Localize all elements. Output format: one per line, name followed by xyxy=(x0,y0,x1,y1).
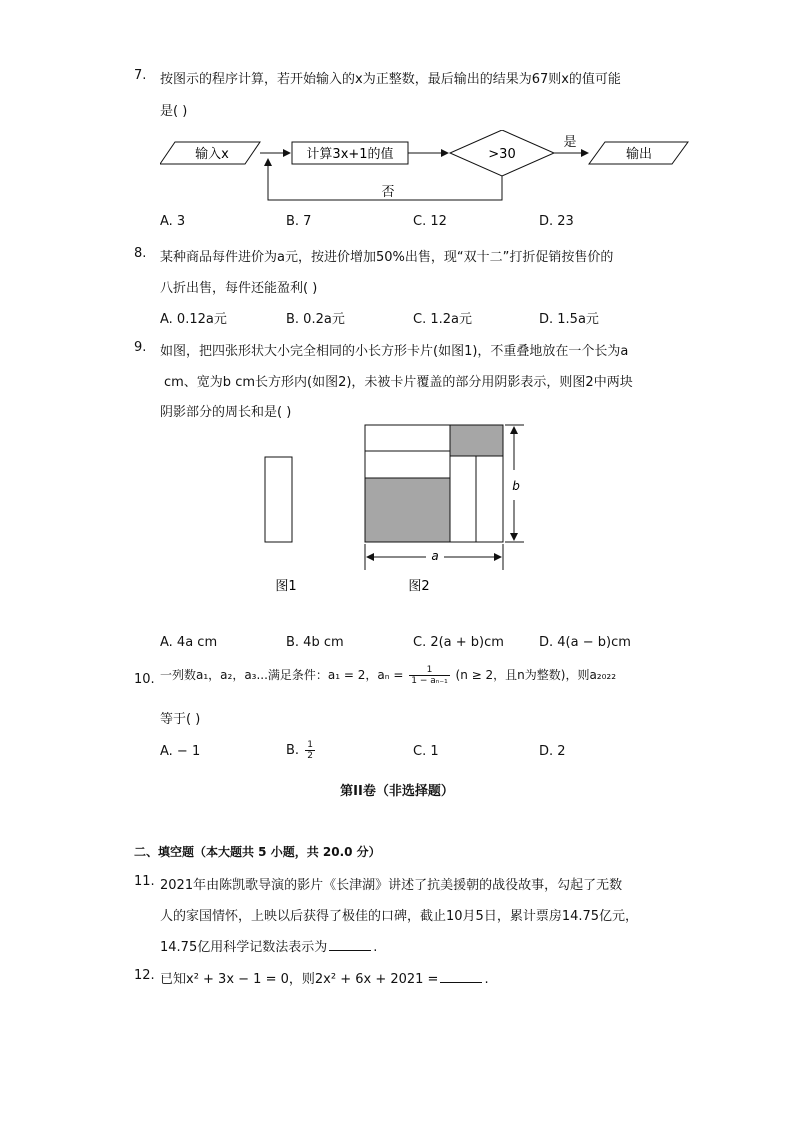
option-c: C. 2(a + b)cm xyxy=(413,635,504,650)
compute-label: 计算3x+1的值 xyxy=(306,147,394,162)
part-title: 第II卷（非选择题） xyxy=(340,784,454,799)
condition-label: >30 xyxy=(488,147,516,162)
figure1-caption: 图1 xyxy=(275,579,297,594)
question-text: 等于( ) xyxy=(160,712,201,727)
fraction xyxy=(409,665,449,686)
question-number: 11. xyxy=(134,874,155,889)
fraction xyxy=(305,740,315,761)
card-horizontal xyxy=(365,425,450,451)
flowchart-diagram xyxy=(160,130,690,206)
question-text: 某种商品每件进价为a元，按进价增加50%出售，现“双十二”打折促销按售价的 xyxy=(160,250,614,265)
question-text-end: . xyxy=(373,940,378,955)
shaded-region xyxy=(450,425,503,456)
question-text-pre: 14.75亿用科学记数法表示为 xyxy=(160,940,328,955)
question-number: 8. xyxy=(134,246,147,261)
option-b xyxy=(286,740,317,761)
output-label: 输出 xyxy=(625,147,653,162)
question-number: 12. xyxy=(134,968,155,983)
card-horizontal xyxy=(365,451,450,478)
option-b: B. 4b cm xyxy=(286,635,344,650)
answer-blank[interactable] xyxy=(440,981,482,983)
question-text: 2021年由陈凯歌导演的影片《长津湖》讲述了抗美援朝的战役故事，勾起了无数 xyxy=(160,878,623,893)
answer-blank[interactable] xyxy=(329,949,371,951)
question-text xyxy=(160,936,377,955)
question-text-end: . xyxy=(484,972,489,987)
fraction-denominator: 1 − aₙ₋₁ xyxy=(411,676,448,686)
option-d: D. 1.5a元 xyxy=(539,312,599,327)
question-text xyxy=(160,968,489,987)
question-text: 如图，把四张形状大小完全相同的小长方形卡片(如图1)，不重叠地放在一个长为a xyxy=(160,344,629,359)
question-text: 是( ) xyxy=(160,104,188,119)
option-a: A. 4a cm xyxy=(160,635,218,650)
question-text-pre: 一列数a₁，a₂，a₃...满足条件：a₁ = 2，aₙ = xyxy=(160,668,404,682)
section-heading: 二、填空题（本大题共 5 小题，共 20.0 分） xyxy=(134,845,381,859)
question-text: 阴影部分的周长和是( ) xyxy=(160,405,292,420)
label-a: a xyxy=(431,549,439,563)
rectangle-figures xyxy=(262,420,532,600)
option-a: A. 3 xyxy=(160,214,186,229)
question-text-pre: 已知x² + 3x − 1 = 0，则2x² + 6x + 2021 = xyxy=(160,972,439,987)
small-card-figure1 xyxy=(265,457,292,542)
question-text-post: (n ≥ 2，且n为整数)，则a₂₀₂₂ xyxy=(455,668,617,682)
option-c: C. 1 xyxy=(413,744,439,759)
option-b: B. 7 xyxy=(286,214,312,229)
option-a: A. 0.12a元 xyxy=(160,312,227,327)
option-b-label: B. xyxy=(286,743,300,758)
fraction-denominator: 2 xyxy=(307,751,313,761)
figure2-caption: 图2 xyxy=(408,579,430,594)
input-label: 输入x xyxy=(195,147,229,162)
card-vertical xyxy=(450,456,476,542)
question-text: cm、宽为b cm长方形内(如图2)，未被卡片覆盖的部分用阴影表示，则图2中两块 xyxy=(164,375,633,390)
no-label: 否 xyxy=(381,185,395,200)
question-text: 人的家国情怀，上映以后获得了极佳的口碑，截止10月5日，累计票房14.75亿元， xyxy=(160,909,639,924)
question-text: 按图示的程序计算，若开始输入的x为正整数，最后输出的结果为67则x的值可能 xyxy=(160,72,621,87)
fraction-numerator: 1 xyxy=(307,740,313,750)
question-text xyxy=(160,665,616,686)
question-text: 八折出售，每件还能盈利( ) xyxy=(160,281,318,296)
option-d: D. 4(a − b)cm xyxy=(539,635,631,650)
option-b: B. 0.2a元 xyxy=(286,312,345,327)
card-vertical xyxy=(476,456,503,542)
yes-label: 是 xyxy=(563,135,577,150)
option-c: C. 1.2a元 xyxy=(413,312,472,327)
question-number: 7. xyxy=(134,68,147,83)
option-c: C. 12 xyxy=(413,214,447,229)
question-number: 9. xyxy=(134,340,147,355)
option-a: A. − 1 xyxy=(160,744,201,759)
shaded-region xyxy=(365,478,450,542)
fraction-numerator: 1 xyxy=(426,665,433,675)
label-b: b xyxy=(512,479,520,493)
option-d: D. 2 xyxy=(539,744,566,759)
option-d: D. 23 xyxy=(539,214,574,229)
question-number: 10. xyxy=(134,672,155,687)
